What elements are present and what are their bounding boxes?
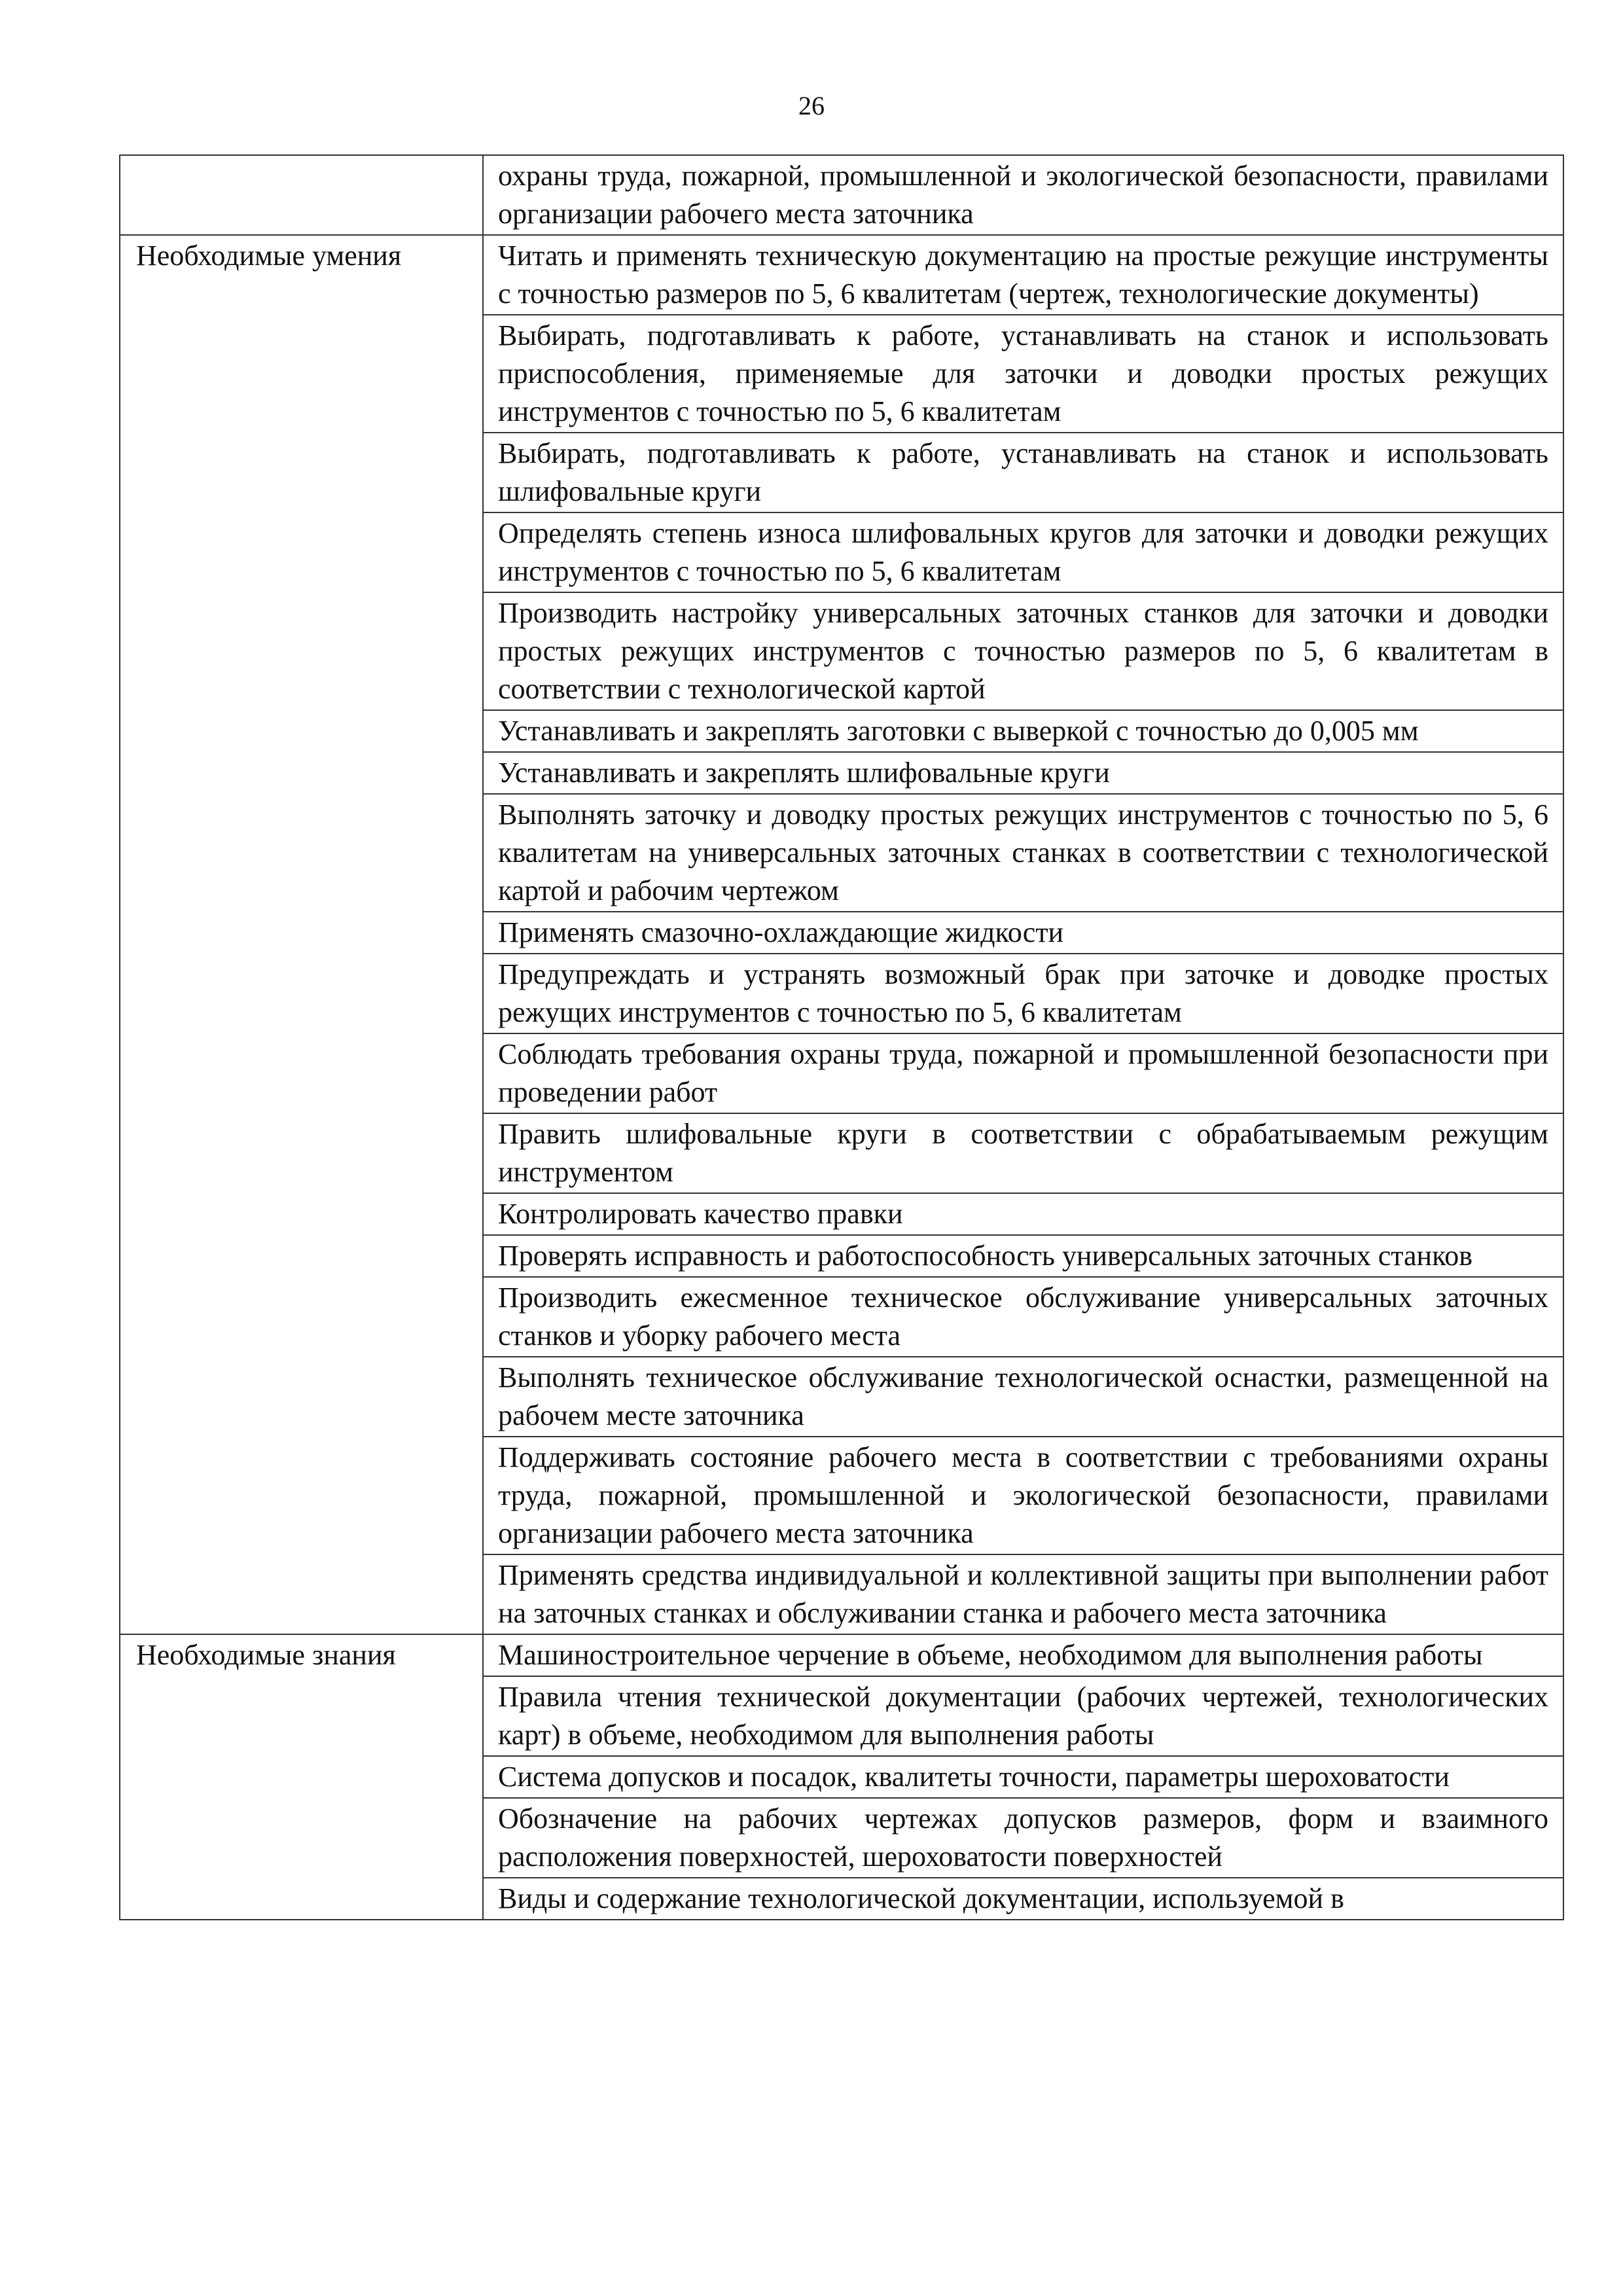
table-cell: Контролировать качество правки	[483, 1193, 1563, 1235]
table-cell: Соблюдать требования охраны труда, пожарной и промышленной безопасности при проведении работ	[483, 1033, 1563, 1113]
table-cell: Определять степень износа шлифовальных кругов для заточки и доводки режущих инструментов с точностью по 5, 6 квалитетам	[483, 512, 1563, 592]
table-cell: Применять средства индивидуальной и коллективной защиты при выполнении работ на заточных станках и обслуживании станка и рабочего места заточника	[483, 1554, 1563, 1634]
table-cell: Виды и содержание технологической документации, используемой в	[483, 1878, 1563, 1920]
table-cell: Предупреждать и устранять возможный брак при заточке и доводке простых режущих инструментов с точностью по 5, 6 квалитетам	[483, 954, 1563, 1033]
table-cell: Проверять исправность и работоспособность универсальных заточных станков	[483, 1235, 1563, 1277]
table-cell: Поддерживать состояние рабочего места в соответствии с требованиями охраны труда, пожарной, промышленной и экологической безопасности, правилами организации рабочего места заточника	[483, 1437, 1563, 1554]
requirements-table	[119, 154, 1564, 1920]
table-row	[120, 155, 1563, 235]
row-label-skills: Необходимые умения	[120, 235, 483, 1634]
table-cell: Машиностроительное черчение в объеме, необходимом для выполнения работы	[483, 1634, 1563, 1676]
table-cell: охраны труда, пожарной, промышленной и экологической безопасности, правилами организации рабочего места заточника	[483, 155, 1563, 235]
table-cell: Выбирать, подготавливать к работе, устанавливать на станок и использовать шлифовальные круги	[483, 433, 1563, 512]
row-label-continuation	[120, 155, 483, 235]
table-row	[120, 1634, 1563, 1676]
table-cell: Производить настройку универсальных заточных станков для заточки и доводки простых режущих инструментов с точностью размеров по 5, 6 квалитетам в соответствии с технологической картой	[483, 592, 1563, 710]
table-cell: Выбирать, подготавливать к работе, устанавливать на станок и использовать приспособления, применяемые для заточки и доводки простых режущих инструментов с точностью по 5, 6 квалитетам	[483, 315, 1563, 433]
table-cell: Выполнять заточку и доводку простых режущих инструментов с точностью по 5, 6 квалитетам на универсальных заточных станках в соответствии с технологической картой и рабочим чертежом	[483, 794, 1563, 912]
table-cell: Правила чтения технической документации (рабочих чертежей, технологических карт) в объеме, необходимом для выполнения работы	[483, 1676, 1563, 1756]
row-label-knowledge: Необходимые знания	[120, 1634, 483, 1920]
page-number: 26	[798, 91, 825, 120]
table-cell: Система допусков и посадок, квалитеты точности, параметры шероховатости	[483, 1756, 1563, 1798]
table-cell: Производить ежесменное техническое обслуживание универсальных заточных станков и уборку рабочего места	[483, 1277, 1563, 1357]
table-cell: Устанавливать и закреплять шлифовальные круги	[483, 752, 1563, 794]
table-cell: Читать и применять техническую документацию на простые режущие инструменты с точностью размеров по 5, 6 квалитетам (чертеж, технологические документы)	[483, 235, 1563, 315]
table-cell: Устанавливать и закреплять заготовки с выверкой с точностью до 0,005 мм	[483, 710, 1563, 752]
table-row	[120, 235, 1563, 315]
table-cell: Править шлифовальные круги в соответствии с обрабатываемым режущим инструментом	[483, 1113, 1563, 1193]
table-cell: Применять смазочно-охлаждающие жидкости	[483, 912, 1563, 954]
table-cell: Выполнять техническое обслуживание технологической оснастки, размещенной на рабочем месте заточника	[483, 1357, 1563, 1437]
table-cell: Обозначение на рабочих чертежах допусков размеров, форм и взаимного расположения поверхностей, шероховатости поверхностей	[483, 1798, 1563, 1878]
